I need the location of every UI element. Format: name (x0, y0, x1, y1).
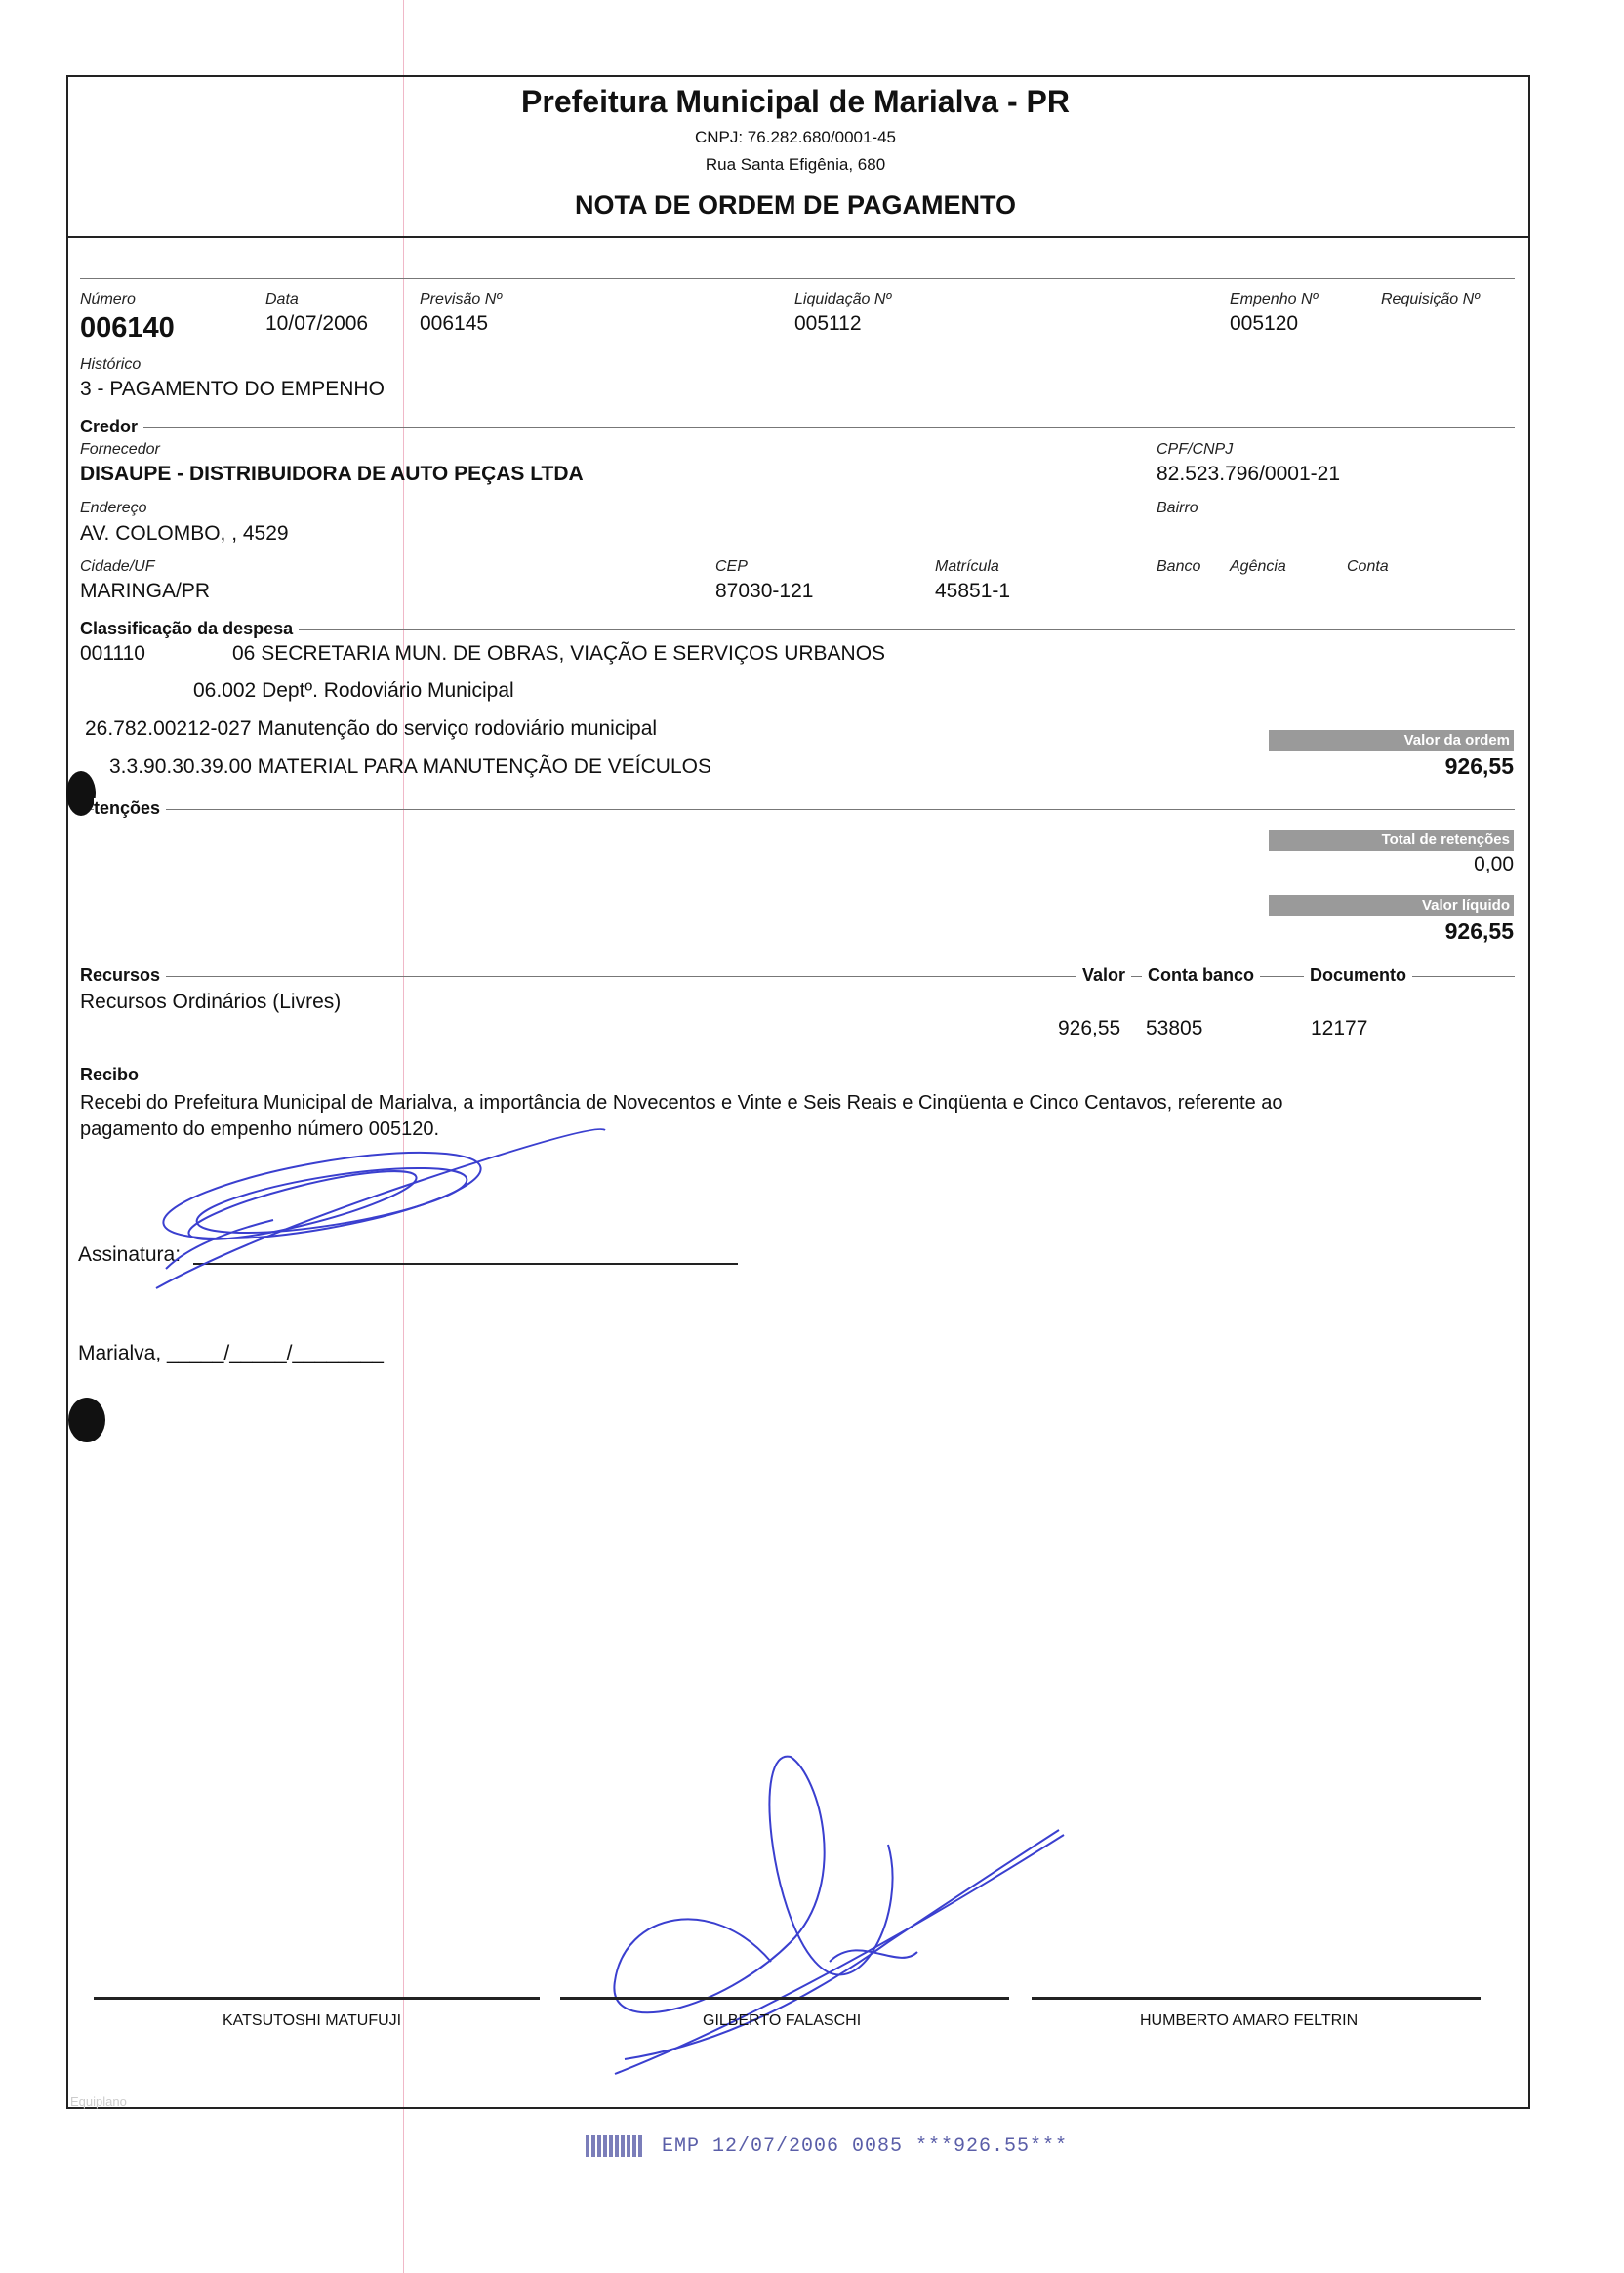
authorizer-signature (605, 1747, 1074, 2089)
numero-value: 006140 (80, 312, 175, 344)
recursos-conta-header: Conta banco (1142, 965, 1260, 986)
valor-liquido-value: 926,55 (1444, 918, 1514, 944)
ink-blot (66, 771, 96, 816)
cidade-value: MARINGA/PR (80, 580, 211, 602)
unidade-value: 06.002 Deptº. Rodoviário Municipal (193, 679, 514, 702)
recibo-section-title: Recibo (80, 1065, 144, 1085)
numero-label: Número (80, 291, 136, 307)
historico-value: 3 - PAGAMENTO DO EMPENHO (80, 378, 385, 400)
total-retencoes-value: 0,00 (1474, 853, 1514, 875)
programa-value: 26.782.00212-027 Manutenção do serviço rodoviário municipal (85, 717, 658, 740)
classificacao-code: 001110 (80, 642, 145, 665)
requisicao-label: Requisição Nº (1381, 291, 1480, 307)
total-retencoes-bar (1269, 830, 1514, 851)
recursos-conta: 53805 (1146, 1017, 1203, 1039)
assinatura-label: Assinatura: (78, 1243, 182, 1266)
cpf-label: CPF/CNPJ (1157, 441, 1234, 458)
fornecedor-value: DISAUPE - DISTRIBUIDORA DE AUTO PEÇAS LTDA (80, 463, 584, 485)
valor-ordem-label: Valor da ordem (1403, 732, 1510, 749)
cep-label: CEP (715, 558, 748, 575)
recibo-text-line2: pagamento do empenho número 005120. (80, 1118, 440, 1140)
valor-ordem-bar (1269, 730, 1514, 751)
bank-stamp: EMP 12/07/2006 0085 ***926.55*** (662, 2135, 1069, 2158)
historico-label: Histórico (80, 356, 142, 373)
recursos-rule (80, 976, 1515, 977)
cnpj-line: CNPJ: 76.282.680/0001-45 (694, 128, 897, 146)
valor-liquido-bar (1269, 895, 1514, 916)
recursos-section-title: Recursos (80, 965, 166, 986)
recursos-descricao: Recursos Ordinários (Livres) (80, 991, 342, 1013)
conta-label: Conta (1347, 558, 1389, 575)
credor-rule (80, 427, 1515, 428)
recursos-documento-header: Documento (1304, 965, 1412, 986)
endereco-label: Endereço (80, 500, 147, 516)
ident-rule (80, 278, 1515, 279)
liquidacao-label: Liquidação Nº (794, 291, 892, 307)
agencia-label: Agência (1230, 558, 1286, 575)
valor-ordem-value: 926,55 (1444, 753, 1514, 779)
recipient-signature (137, 1122, 644, 1318)
data-label: Data (265, 291, 299, 307)
previsao-label: Previsão Nº (420, 291, 503, 307)
bank-stamp-mark (586, 2135, 644, 2157)
retencoes-section-title: tenções (94, 798, 166, 819)
recursos-valor: 926,55 (1058, 1017, 1121, 1039)
address-line: Rua Santa Efigênia, 680 (705, 155, 886, 174)
signature-line-2 (560, 1997, 1009, 2000)
matricula-label: Matrícula (935, 558, 999, 575)
matricula-value: 45851-1 (935, 580, 1011, 602)
cpf-value: 82.523.796/0001-21 (1157, 463, 1341, 485)
page-title: Prefeitura Municipal de Marialva - PR (521, 84, 1070, 119)
bairro-label: Bairro (1157, 500, 1198, 516)
classificacao-section-title: Classificação da despesa (80, 619, 299, 639)
banco-label: Banco (1157, 558, 1201, 575)
local-data-line: Marialva, _____/_____/________ (78, 1342, 384, 1364)
data-value: 10/07/2006 (265, 312, 369, 335)
credor-section-title: Credor (80, 417, 143, 437)
total-retencoes-label: Total de retenções (1381, 832, 1510, 848)
signatory-1: KATSUTOSHI MATUFUJI (223, 2012, 402, 2029)
endereco-value: AV. COLOMBO, , 4529 (80, 522, 289, 545)
cidade-label: Cidade/UF (80, 558, 155, 575)
recursos-documento: 12177 (1311, 1017, 1368, 1039)
signatory-2: GILBERTO FALASCHI (703, 2012, 862, 2029)
empenho-label: Empenho Nº (1230, 291, 1319, 307)
signature-line-3 (1032, 1997, 1481, 2000)
valor-liquido-label: Valor líquido (1421, 897, 1510, 913)
ink-blot-2 (68, 1398, 105, 1442)
signature-line-1 (94, 1997, 540, 2000)
fornecedor-label: Fornecedor (80, 441, 160, 458)
document-title: NOTA DE ORDEM DE PAGAMENTO (574, 190, 1016, 220)
retencoes-rule (80, 809, 1515, 810)
software-mark: Equiplano (70, 2094, 127, 2109)
recibo-text-line1: Recebi do Prefeitura Municipal de Marialva, a importância de Novecentos e Vinte e Seis Reais e Cinqüenta e Cinco Centavos, referente ao (80, 1092, 1283, 1114)
header-divider (66, 236, 1530, 238)
orgao-value: 06 SECRETARIA MUN. DE OBRAS, VIAÇÃO E SERVIÇOS URBANOS (232, 642, 886, 665)
previsao-value: 006145 (420, 312, 489, 335)
empenho-value: 005120 (1230, 312, 1299, 335)
liquidacao-value: 005112 (794, 312, 862, 335)
signatory-3: HUMBERTO AMARO FELTRIN (1140, 2012, 1359, 2029)
cep-value: 87030-121 (715, 580, 814, 602)
elemento-value: 3.3.90.30.39.00 MATERIAL PARA MANUTENÇÃO DE VEÍCULOS (109, 755, 711, 778)
recursos-valor-header: Valor (1076, 965, 1131, 986)
